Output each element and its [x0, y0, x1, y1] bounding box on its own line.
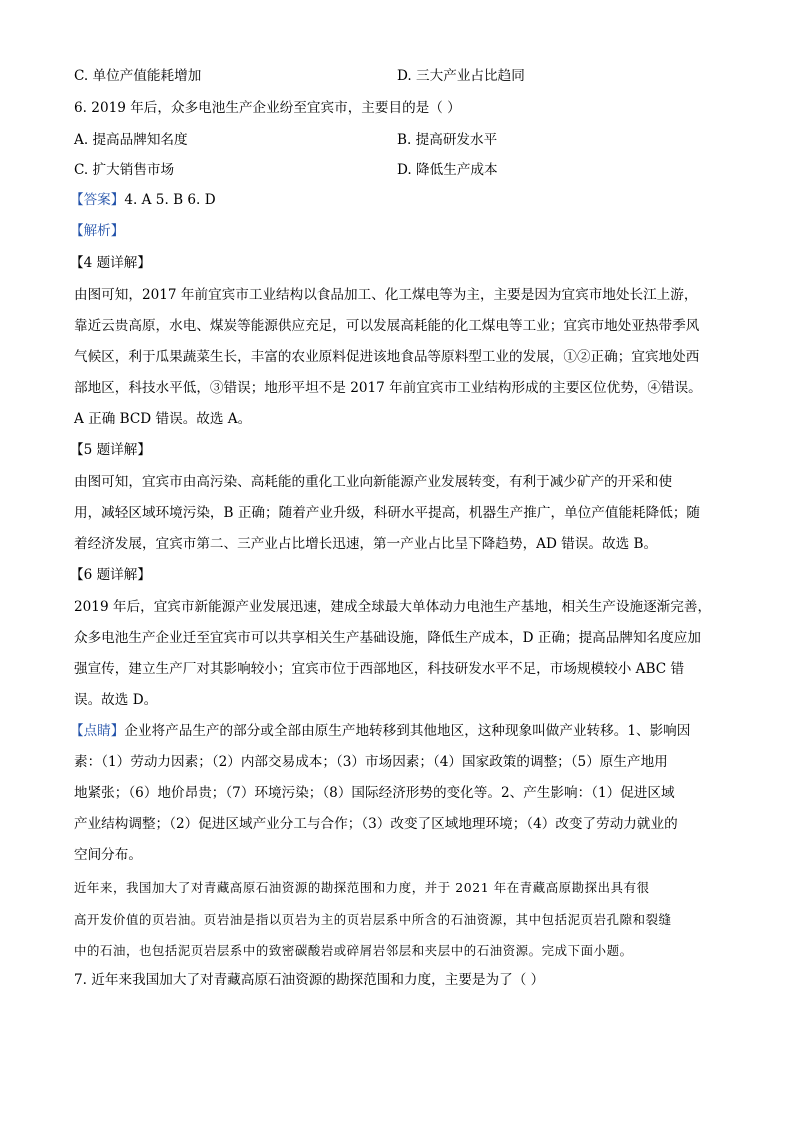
q5-option-c: C. 单位产值能耗增加	[74, 68, 202, 84]
q5-detail-heading: 【5 题详解】	[70, 442, 151, 458]
q6-option-b: B. 提高研发水平	[397, 132, 498, 148]
q6-stem: 6. 2019 年后，众多电池生产企业纷至宜宾市，主要目的是（ ）	[74, 100, 461, 116]
material-line: 中的石油，也包括泥页岩层系中的致密碳酸岩或碎屑岩邻层和夹层中的石油资源。完成下面小题。	[74, 943, 633, 958]
q6-detail-line: 误。故选 D。	[74, 692, 158, 708]
q7-stem: 7. 近年来我国加大了对青藏高原石油资源的勘探范围和力度，主要是为了（ ）	[74, 972, 545, 988]
remark-line: 素：（1）劳动力因素；（2）内部交易成本；（3）市场因素；（4）国家政策的调整；（5）原生产地用	[74, 754, 668, 770]
q5-detail-line: 用，减轻区域环境污染，B 正确；随着产业升级，科研水平提高，机器生产推广，单位产值能耗降低；随	[74, 505, 701, 521]
answer-line	[70, 190, 216, 210]
q5-detail-line: 由图可知，宜宾市由高污染、高耗能的重化工业向新能源产业发展转变，有利于减少矿产的开采和使	[74, 474, 673, 490]
q4-detail-line: 由图可知，2017 年前宜宾市工业结构以食品加工、化工煤电等为主，主要是因为宜宾市地处长江上游，	[74, 287, 698, 303]
remark-line: 地紧张；（6）地价昂贵；（7）环境污染；（8）国际经济形势的变化等。2、产生影响：（1）促进区域	[74, 785, 675, 801]
q6-detail-line: 2019 年后，宜宾市新能源产业发展迅速，建成全球最大单体动力电池生产基地，相关生产设施逐渐完善，	[74, 599, 712, 615]
q5-detail-line: 着经济发展，宜宾市第二、三产业占比增长迅速，第一产业占比呈下降趋势，AD 错误。故选 B。	[74, 536, 658, 552]
remark-tag: 【点睛】	[70, 723, 125, 739]
q6-detail-line: 强宣传，建立生产厂对其影响较小；宜宾市位于西部地区，科技研发水平不足，市场规模较小 ABC 错	[74, 661, 685, 677]
q6-option-c: C. 扩大销售市场	[74, 162, 175, 178]
material-line: 高开发价值的页岩油。页岩油是指以页岩为主的页岩层系中所含的石油资源，其中包括泥页岩孔隙和裂缝	[74, 912, 672, 927]
q4-detail-line: A 正确 BCD 错误。故选 A。	[74, 411, 252, 427]
q4-detail-heading: 【4 题详解】	[70, 255, 151, 271]
remark-line	[70, 721, 690, 741]
q6-option-d: D. 降低生产成本	[397, 162, 498, 178]
q6-option-a: A. 提高品牌知名度	[74, 132, 188, 148]
answer-tag: 【答案】	[70, 192, 125, 208]
answer-text: 4. A 5. B 6. D	[124, 192, 216, 208]
q4-detail-line: 靠近云贵高原，水电、煤炭等能源供应充足，可以发展高耗能的化工煤电等工业；宜宾市地处亚热带季风	[74, 318, 700, 334]
q6-detail-line: 众多电池生产企业迁至宜宾市可以共享相关生产基础设施，降低生产成本，D 正确；提高品牌知名度应加	[74, 630, 701, 646]
remark-line: 产业结构调整；（2）促进区域产业分工与合作；（3）改变了区域地理环境；（4）改变了劳动力就业的	[74, 816, 678, 832]
q5-option-d: D. 三大产业占比趋同	[397, 68, 525, 84]
remark-text: 企业将产品生产的部分或全部由原生产地转移到其他地区，这种现象叫做产业转移。1、影响因	[124, 723, 691, 739]
material-line: 近年来，我国加大了对青藏高原石油资源的勘探范围和力度，并于 2021 年在青藏高原勘探出具有很	[74, 880, 650, 895]
q4-detail-line: 气候区，利于瓜果蔬菜生长，丰富的农业原料促进该地食品等原料型工业的发展，①②正确；宜宾地处西	[74, 349, 700, 365]
analysis-tag: 【解析】	[70, 223, 125, 239]
remark-line: 空间分布。	[74, 847, 142, 863]
q4-detail-line: 部地区，科技水平低，③错误；地形平坦不是 2017 年前宜宾市工业结构形成的主要区位优势，④错误。	[74, 380, 702, 396]
q6-detail-heading: 【6 题详解】	[70, 567, 151, 583]
